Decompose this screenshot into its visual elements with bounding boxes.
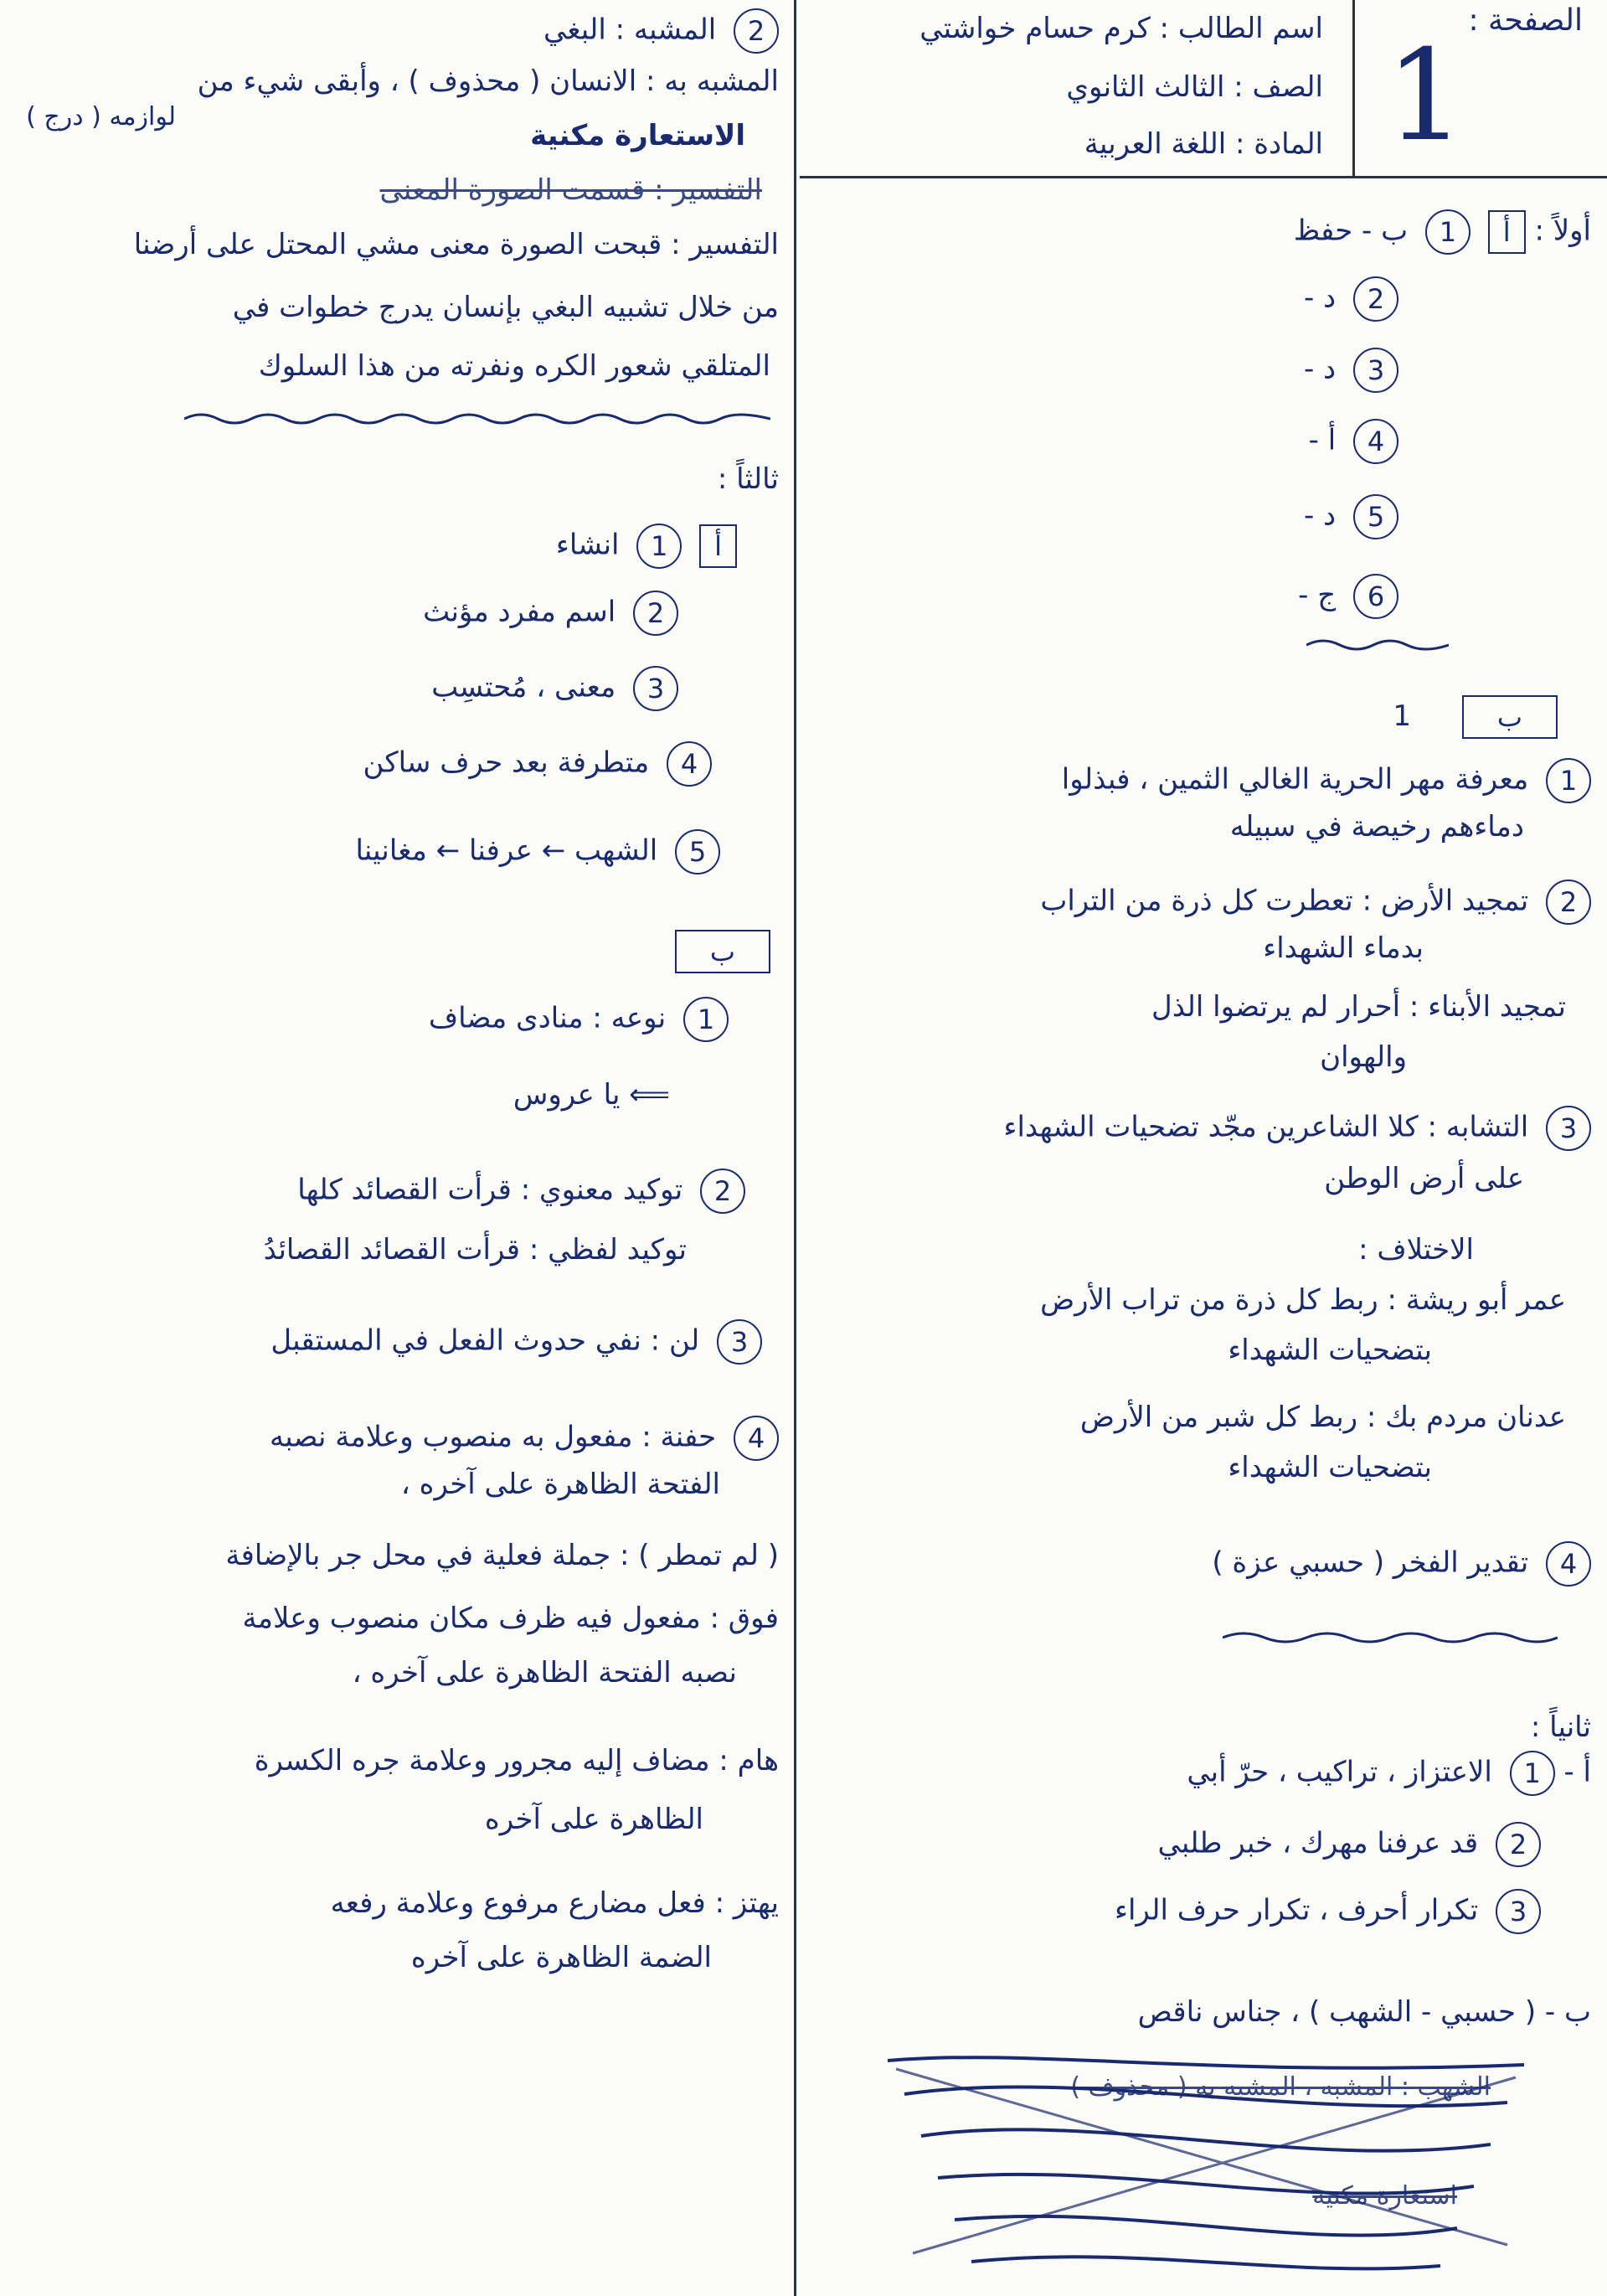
answer-number: 2 — [633, 591, 678, 636]
b2-line-2: بدماء الشهداء — [1263, 931, 1424, 965]
c6-line: التفسير : قبحت الصورة معنى مشي المحتل على أرضنا — [133, 228, 779, 261]
answer-number: 5 — [675, 829, 720, 875]
b3-line — [1003, 1106, 1591, 1151]
tb1-text: نوعه : منادى مضاف — [428, 1001, 667, 1035]
part-a-label: أ — [1488, 210, 1526, 254]
answer-number: 1 — [683, 997, 729, 1042]
tb4b-line: الفتحة الظاهرة على آخره ، — [400, 1468, 720, 1501]
tb3-line — [270, 1319, 762, 1365]
b2-text: تمجيد الأرض : تعطرت كل ذرة من التراب — [1040, 884, 1529, 918]
answer-row — [1309, 419, 1398, 464]
tb2b-line: توكيد لفظي : قرأت القصائد القصائدُ — [263, 1233, 687, 1267]
answer-number: 4 — [1546, 1541, 1591, 1587]
answer-text: أ - — [1308, 423, 1337, 457]
s2a-text: قد عرفنا مهرك ، خبر طلبي — [1157, 1826, 1479, 1860]
c7-line: من خلال تشبيه البغي بإنسان يدرج خطوات في — [232, 291, 779, 324]
student-name: اسم الطالب : كرم حسام خواشتي — [919, 12, 1323, 45]
tb4h-line: يهتز : فعل مضارع مرفوع وعلامة رفعه — [330, 1886, 779, 1920]
answer-number: 1 — [636, 524, 682, 569]
b2-line — [1040, 880, 1591, 925]
right-column — [816, 0, 1591, 2296]
crossed-out-line: التفسير : قسمت الصورة المعنى — [379, 173, 762, 207]
b3-line-4: عمر أبو ريشة : ربط كل ذرة من تراب الأرض — [1040, 1283, 1566, 1317]
crossed-out-line: استعارة مكنية — [1312, 2181, 1457, 2211]
s2a-line-2 — [1158, 1822, 1541, 1867]
c3-line: لوازمه ( درج ) — [26, 102, 176, 132]
t4-line — [363, 741, 713, 787]
t3-line — [431, 666, 678, 711]
t2-text: اسم مفرد مؤنث — [423, 595, 616, 629]
subject: المادة : اللغة العربية — [1084, 127, 1323, 161]
b3-line-7: بتضحيات الشهداء — [1228, 1451, 1432, 1484]
part-b-label: ب — [1462, 695, 1558, 739]
section-2-title: ثانياً : — [1530, 1710, 1591, 1744]
c1-line — [543, 8, 779, 54]
page-label: الصفحة : — [1468, 3, 1583, 38]
answer-row — [1304, 276, 1398, 322]
t2-line — [423, 591, 678, 636]
b2-line-3: تمجيد الأبناء : أحرار لم يرتضوا الذل — [1151, 990, 1566, 1024]
s2a-text: الاعتزاز ، تراكيب ، حرّ أبي — [1187, 1755, 1492, 1789]
tb4i-line: الضمة الظاهرة على آخره — [410, 1941, 712, 1974]
section-1-title-text: أولاً : — [1534, 214, 1591, 248]
s2a-line-1 — [1187, 1751, 1591, 1796]
tb4c-line: ( لم تمطر ) : جملة فعلية في محل جر بالإضافة — [225, 1539, 779, 1572]
s2a-text: تكرار أحرف ، تكرار حرف الراء — [1114, 1893, 1479, 1927]
part-b-heading — [1393, 695, 1558, 739]
t4-text: متطرفة بعد حرف ساكن — [363, 746, 650, 780]
answer-number: 4 — [667, 741, 712, 787]
answer-row — [1298, 574, 1398, 619]
tb1b-line: ⟸ يا عروس — [512, 1078, 670, 1112]
answer-number: 3 — [633, 666, 678, 711]
section-3b-heading — [667, 930, 770, 973]
answer-number: 1 — [1546, 758, 1591, 803]
t5-line — [356, 829, 720, 875]
section-1-title — [1294, 209, 1591, 255]
answer-number: 2 — [1353, 276, 1398, 322]
answer-number: 2 — [1546, 880, 1591, 925]
tb3-text: لن : نفي حدوث الفعل في المستقبل — [270, 1323, 700, 1358]
answer-number: 4 — [734, 1416, 779, 1461]
crossed-out-line: الشهب : المشبه ، المشبه به ( محذوف ) — [1070, 2072, 1491, 2102]
b4-line — [1212, 1541, 1591, 1587]
grade: الصف : الثالث الثانوي — [1066, 70, 1323, 104]
answer-number: 3 — [717, 1319, 762, 1365]
t1-text: انشاء — [555, 528, 620, 562]
separator-wave — [1223, 1629, 1558, 1646]
tb1-line — [429, 997, 729, 1042]
answer-number: 1 — [1510, 1751, 1555, 1796]
t1-line — [556, 524, 737, 569]
c2-line: المشبه به : الانسان ( محذوف ) ، وأبقى شيء من — [197, 64, 779, 98]
s2a-label: أ - — [1563, 1755, 1591, 1789]
tb4f-line: هام : مضاف إليه مجرور وعلامة جره الكسرة — [254, 1744, 779, 1777]
part-b-note: 1 — [1393, 699, 1412, 733]
left-column — [17, 0, 779, 2296]
s2b-line-1: ب - ( حسبي - الشهب ) ، جناس ناقص — [1137, 1995, 1591, 2029]
b3-line-6: عدنان مردم بك : ربط كل شبر من الأرض — [1079, 1401, 1566, 1434]
t3-text: معنى ، مُحتسِب — [431, 670, 616, 704]
b3-line-2: على أرض الوطن — [1324, 1162, 1524, 1195]
answer-text: ج - — [1298, 578, 1337, 612]
b1-line-2: دماءهم رخيصة في سبيله — [1229, 810, 1524, 844]
tb4e-line: نصبه الفتحة الظاهرة على آخره ، — [352, 1656, 737, 1690]
t5-text: الشهب ← عرفنا ← مغانينا — [355, 833, 658, 868]
tb2a-text: توكيد معنوي : قرأت القصائد كلها — [297, 1173, 683, 1207]
section-3a-label: أ — [699, 524, 737, 568]
answer-number: 3 — [1546, 1106, 1591, 1151]
section-3-title: ثالثاً : — [717, 462, 779, 496]
b1-line — [1062, 758, 1591, 803]
b2-line-4: والهوان — [1320, 1040, 1407, 1074]
page-number-box — [1340, 0, 1591, 176]
tb4-line — [270, 1416, 779, 1461]
answer-number: 2 — [700, 1169, 745, 1214]
answer-number: 6 — [1353, 574, 1398, 619]
tb2-line — [297, 1169, 745, 1214]
section-3b-label: ب — [675, 930, 770, 973]
answer-number: 2 — [1496, 1822, 1541, 1867]
answer-text: ب - حفظ — [1293, 214, 1409, 248]
tb4a-text: حفنة : مفعول به منصوب وعلامة نصبه — [270, 1420, 717, 1454]
b1-text: معرفة مهر الحرية الغالي الثمين ، فبذلوا — [1061, 762, 1529, 797]
answer-row — [1304, 348, 1398, 393]
tb4g-line: الظاهرة على آخره — [484, 1803, 703, 1836]
column-divider — [794, 0, 796, 2296]
answer-row — [1304, 494, 1398, 539]
answer-text: د - — [1303, 352, 1337, 386]
answer-number: 2 — [734, 8, 779, 54]
b4-text: تقدير الفخر ( حسبي عزة ) — [1212, 1545, 1529, 1580]
answer-number: 1 — [1425, 209, 1471, 255]
separator-wave — [184, 410, 770, 427]
answer-text: د - — [1303, 498, 1337, 533]
b3-line-5: بتضحيات الشهداء — [1228, 1334, 1432, 1367]
tb4d-line: فوق : مفعول فيه ظرف مكان منصوب وعلامة — [242, 1602, 779, 1635]
page-number: 1 — [1385, 23, 1465, 169]
answer-number: 3 — [1496, 1889, 1541, 1934]
b3-text: التشابه : كلا الشاعرين مجّد تضحيات الشهداء — [1003, 1110, 1529, 1144]
answer-number: 4 — [1353, 419, 1398, 464]
separator-wave — [1306, 637, 1449, 653]
b3-line-3: الاختلاف : — [1358, 1233, 1474, 1267]
s2a-line-3 — [1115, 1889, 1541, 1934]
answer-number: 3 — [1353, 348, 1398, 393]
answer-number: 5 — [1353, 494, 1398, 539]
answer-text: د - — [1303, 281, 1337, 315]
c4-line: الاستعارة مكنية — [530, 119, 745, 152]
scribble-mark — [871, 2044, 1541, 2287]
c8-line: المتلقي شعور الكره ونفرته من هذا السلوك — [258, 349, 770, 383]
c1-text: المشبه : البغي — [543, 13, 717, 47]
